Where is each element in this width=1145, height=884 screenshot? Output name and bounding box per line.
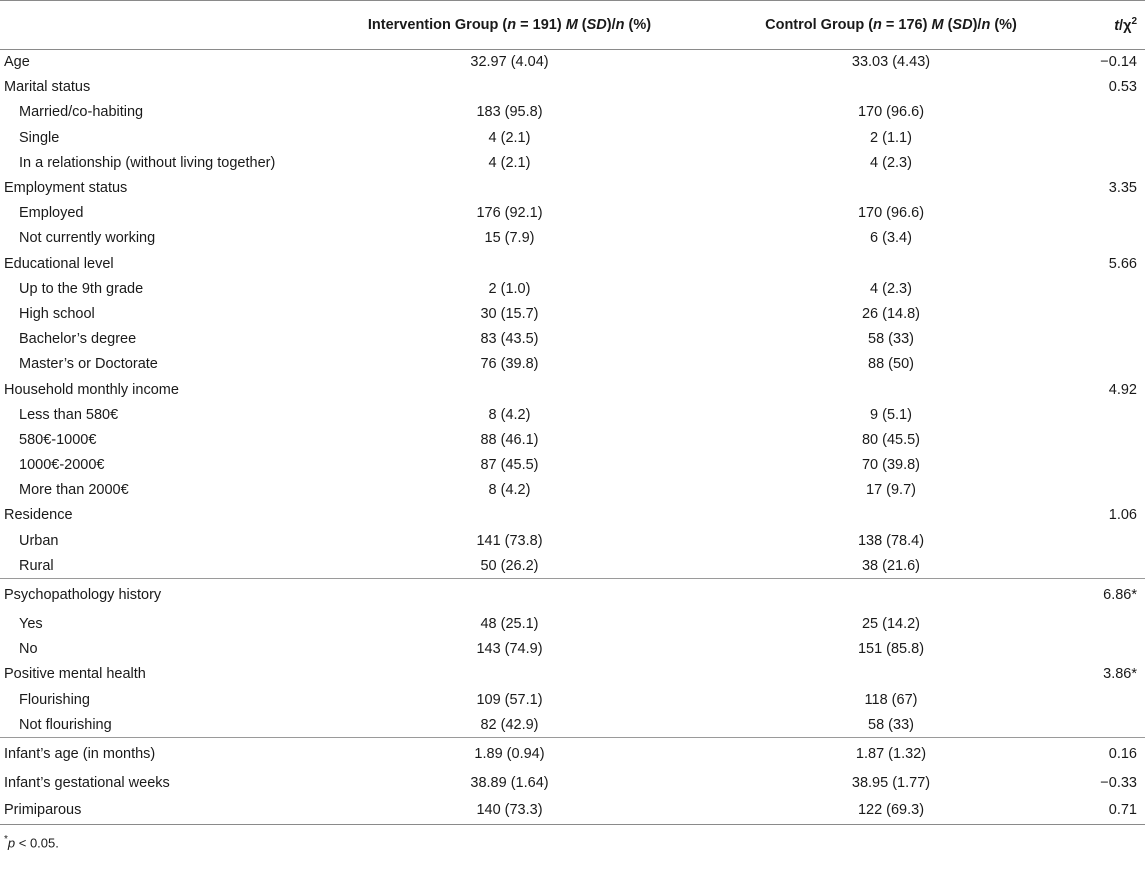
- control-value: 38.95 (1.77): [851, 774, 931, 791]
- table-row: [0, 377, 1145, 402]
- intervention-value: 8 (4.2): [488, 482, 531, 499]
- table-row: [0, 100, 1145, 125]
- table-row: [0, 528, 1145, 553]
- intervention-value: [318, 75, 701, 100]
- intervention-value: 50 (26.2): [480, 557, 539, 574]
- intervention-value: 4 (2.1): [488, 129, 531, 146]
- control-value: 151 (85.8): [857, 641, 925, 658]
- intervention-value: 4 (2.1): [488, 154, 531, 171]
- test-statistic: [1081, 327, 1145, 352]
- row-label: Educational level: [4, 255, 114, 272]
- intervention-value: 15 (7.9): [484, 230, 535, 247]
- table-row: [0, 637, 1145, 662]
- intervention-value: [318, 377, 701, 402]
- intervention-value: 87 (45.5): [480, 457, 539, 474]
- control-value: [701, 578, 1081, 611]
- test-statistic: [1081, 276, 1145, 301]
- row-label: Infant’s age (in months): [0, 737, 318, 770]
- test-statistic: 0.53: [1108, 79, 1137, 96]
- row-label: Single: [19, 129, 60, 146]
- intervention-value: 109 (57.1): [476, 691, 543, 708]
- row-label: High school: [19, 305, 95, 322]
- table-row: [0, 75, 1145, 100]
- intervention-value: [318, 662, 701, 687]
- test-statistic: [1081, 301, 1145, 326]
- row-label: Flourishing: [19, 691, 90, 708]
- control-value: 58 (33): [868, 331, 914, 348]
- row-label: No: [19, 641, 38, 658]
- row-label: Not currently working: [19, 230, 156, 247]
- table-row: [0, 427, 1145, 452]
- row-label: Married/co-habiting: [19, 104, 144, 121]
- table-row: [0, 50, 1145, 75]
- control-value: 38 (21.6): [861, 557, 921, 574]
- row-label: Employed: [19, 205, 84, 222]
- test-statistic: [1081, 125, 1145, 150]
- row-label: Age: [4, 54, 30, 71]
- control-value: 6 (3.4): [870, 230, 912, 247]
- table-footnote: *p < 0.05.: [4, 834, 59, 851]
- header-label-cell: [0, 1, 318, 50]
- control-value: [701, 503, 1081, 528]
- table-row: [0, 687, 1145, 712]
- test-statistic: [1081, 453, 1145, 478]
- table-row: [0, 770, 1145, 795]
- test-statistic: [1081, 100, 1145, 125]
- row-label: Less than 580€: [19, 406, 119, 423]
- table-row: [0, 201, 1145, 226]
- test-statistic: [1081, 637, 1145, 662]
- row-label: 1000€-2000€: [19, 457, 105, 474]
- row-label: Bachelor’s degree: [19, 331, 137, 348]
- control-value: 138 (78.4): [857, 532, 925, 549]
- intervention-value: [318, 503, 701, 528]
- table-row: [0, 301, 1145, 326]
- control-value: 25 (14.2): [861, 616, 921, 633]
- intervention-value: 48 (25.1): [480, 616, 539, 633]
- control-value: 122 (69.3): [701, 796, 1081, 825]
- table-row: [0, 503, 1145, 528]
- test-statistic: 3.35: [1108, 180, 1137, 197]
- test-statistic: [1081, 226, 1145, 251]
- intervention-value: 82 (42.9): [480, 716, 539, 733]
- intervention-value: [318, 578, 701, 611]
- test-statistic: −0.14: [1100, 54, 1137, 71]
- table-row: [0, 578, 1145, 611]
- control-value: [701, 377, 1081, 402]
- control-value: [701, 662, 1081, 687]
- control-value: 88 (50): [868, 356, 914, 373]
- test-statistic: −0.33: [1100, 774, 1137, 791]
- row-label: Primiparous: [0, 796, 318, 825]
- test-statistic: [1081, 201, 1145, 226]
- test-statistic: 5.66: [1108, 255, 1137, 272]
- table-row: [0, 402, 1145, 427]
- row-label: 580€-1000€: [19, 431, 97, 448]
- test-statistic: 3.86*: [1103, 666, 1137, 683]
- intervention-value: 32.97 (4.04): [470, 54, 549, 71]
- table-row: [0, 125, 1145, 150]
- intervention-value: 83 (43.5): [480, 331, 539, 348]
- table-row: [0, 553, 1145, 578]
- header-test-statistic: $t/\chi^2$: [1081, 1, 1145, 50]
- control-value: 80 (45.5): [861, 431, 921, 448]
- test-statistic: 6.86*: [1081, 578, 1145, 611]
- table-row: [0, 478, 1145, 503]
- row-label: In a relationship (without living together): [19, 154, 276, 171]
- row-label: Psychopathology history: [0, 578, 318, 611]
- header-intervention-group: Intervention Group (n = 191) M (SD)/n (%): [318, 1, 701, 50]
- table-header-row: [0, 1, 1145, 50]
- table-row: [0, 737, 1145, 770]
- test-statistic: [1081, 712, 1145, 737]
- row-label: Residence: [4, 507, 73, 524]
- test-statistic: [1081, 352, 1145, 377]
- test-statistic: 4.92: [1108, 381, 1137, 398]
- control-value: 26 (14.8): [861, 305, 921, 322]
- row-label: Not flourishing: [19, 716, 112, 733]
- test-statistic: [1081, 478, 1145, 503]
- header-control-group: Control Group (n = 176) M (SD)/n (%): [701, 1, 1081, 50]
- table-row: [0, 662, 1145, 687]
- test-statistic: 1.06: [1108, 507, 1137, 524]
- table-row: [0, 352, 1145, 377]
- table-row: [0, 175, 1145, 200]
- table-row: [0, 327, 1145, 352]
- intervention-value: 30 (15.7): [480, 305, 539, 322]
- table-row: [0, 611, 1145, 636]
- table-row: [0, 251, 1145, 276]
- test-statistic: 0.71: [1081, 796, 1145, 825]
- intervention-value: 88 (46.1): [480, 431, 539, 448]
- table-row: [0, 150, 1145, 175]
- table-row: [0, 226, 1145, 251]
- intervention-value: 183 (95.8): [476, 104, 543, 121]
- table-row: [0, 796, 1145, 825]
- test-statistic: [1081, 402, 1145, 427]
- row-label: Up to the 9th grade: [19, 280, 144, 297]
- control-value: 9 (5.1): [870, 406, 912, 423]
- control-value: 4 (2.3): [870, 280, 912, 297]
- control-value: [701, 175, 1081, 200]
- test-statistic: [1081, 528, 1145, 553]
- control-value: 170 (96.6): [857, 205, 925, 222]
- test-statistic: [1081, 150, 1145, 175]
- intervention-value: 143 (74.9): [476, 641, 543, 658]
- row-label: Master’s or Doctorate: [19, 356, 158, 373]
- test-statistic: [1081, 427, 1145, 452]
- control-value: 33.03 (4.43): [851, 54, 931, 71]
- table-row: [0, 712, 1145, 737]
- row-label: Household monthly income: [4, 381, 179, 398]
- row-label: Rural: [19, 557, 54, 574]
- control-value: 170 (96.6): [857, 104, 925, 121]
- control-value: [701, 251, 1081, 276]
- intervention-value: [318, 175, 701, 200]
- row-label: Urban: [19, 532, 59, 549]
- control-value: 2 (1.1): [870, 129, 912, 146]
- table-row: [0, 276, 1145, 301]
- intervention-value: 141 (73.8): [476, 532, 543, 549]
- test-statistic: [1081, 687, 1145, 712]
- control-value: 17 (9.7): [866, 482, 916, 499]
- intervention-value: 1.89 (0.94): [318, 737, 701, 770]
- row-label: Infant’s gestational weeks: [4, 774, 170, 791]
- row-label: Yes: [19, 616, 43, 633]
- control-value: 118 (67): [864, 691, 918, 708]
- control-value: 58 (33): [868, 716, 914, 733]
- control-value: 4 (2.3): [870, 154, 912, 171]
- test-statistic: [1081, 553, 1145, 578]
- table-row: [0, 453, 1145, 478]
- test-statistic: 0.16: [1081, 737, 1145, 770]
- control-value: [701, 75, 1081, 100]
- row-label: Positive mental health: [4, 666, 146, 683]
- intervention-value: 8 (4.2): [488, 406, 531, 423]
- test-statistic: [1081, 611, 1145, 636]
- intervention-value: 76 (39.8): [480, 356, 539, 373]
- intervention-value: 176 (92.1): [476, 205, 543, 222]
- intervention-value: 38.89 (1.64): [470, 774, 549, 791]
- intervention-value: [318, 251, 701, 276]
- intervention-value: 2 (1.0): [488, 280, 531, 297]
- row-label: Employment status: [4, 180, 128, 197]
- intervention-value: 140 (73.3): [318, 796, 701, 825]
- row-label: Marital status: [4, 79, 91, 96]
- row-label: More than 2000€: [19, 482, 129, 499]
- control-value: 70 (39.8): [861, 457, 921, 474]
- control-value: 1.87 (1.32): [701, 737, 1081, 770]
